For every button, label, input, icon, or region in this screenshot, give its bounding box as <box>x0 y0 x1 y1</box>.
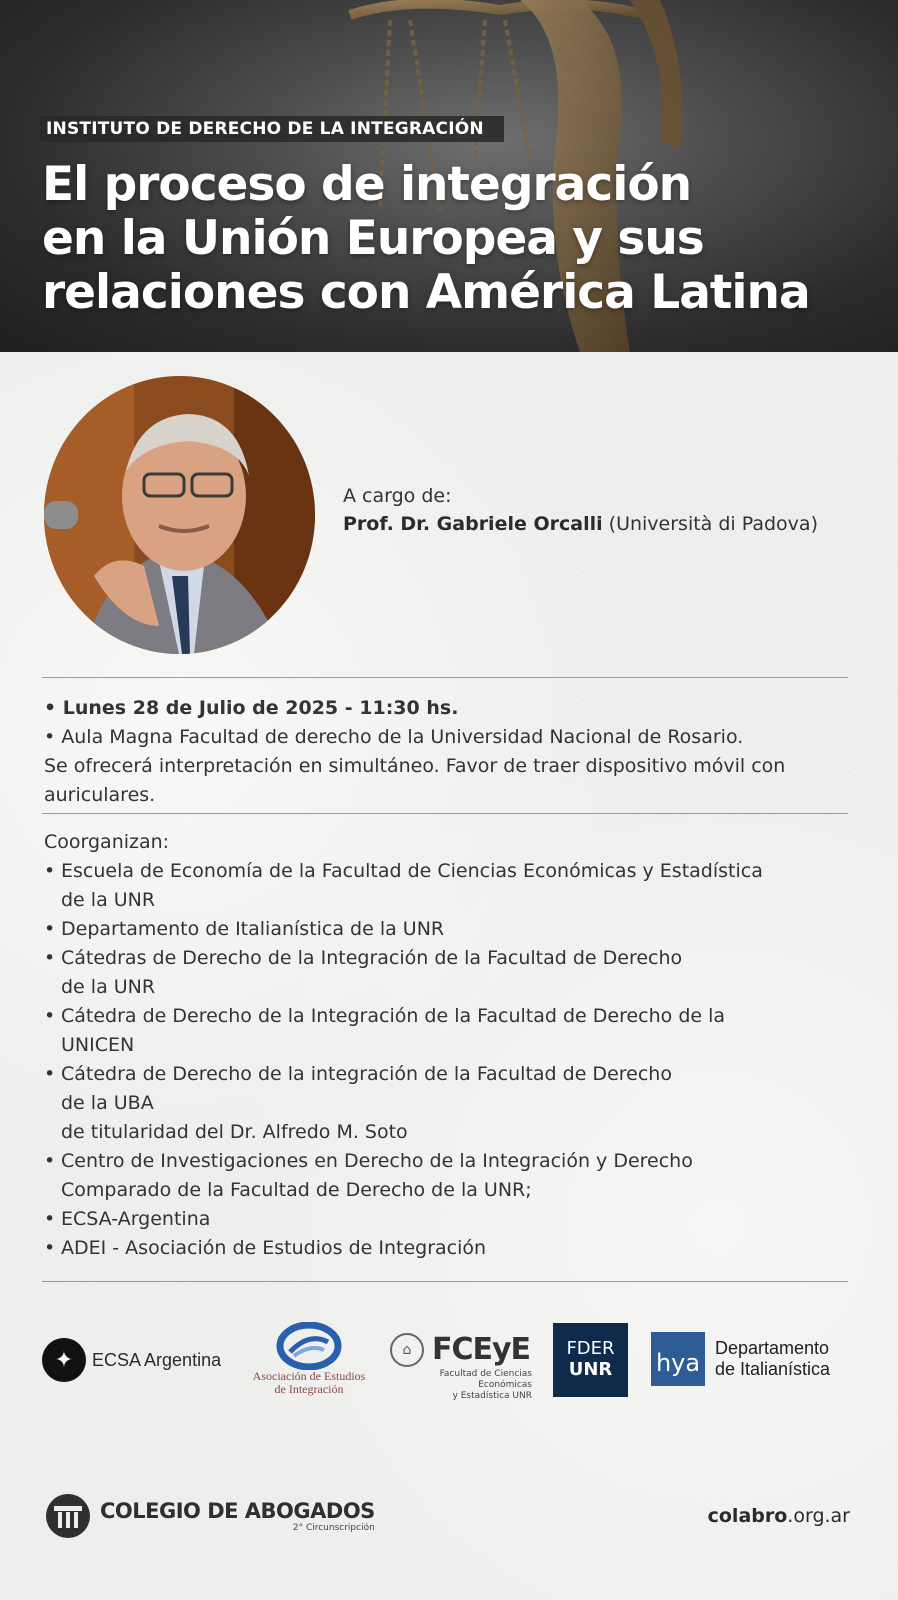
coorganizers-list <box>44 828 874 1263</box>
hya-mark: hya <box>651 1332 705 1386</box>
ecsa-label: ECSA Argentina <box>92 1349 222 1370</box>
speaker-photo <box>44 376 315 654</box>
colegio-column-icon <box>44 1492 92 1540</box>
fder-line1: FDER <box>566 1338 615 1359</box>
item-line: de la UBA <box>61 1092 154 1114</box>
speaker-name: Prof. Dr. Gabriele Orcalli <box>343 513 603 535</box>
fder-line2: UNR <box>568 1359 613 1380</box>
list-item <box>44 1060 874 1147</box>
adei-line1: Asociación de Estudios <box>252 1369 366 1383</box>
fder-logo <box>553 1323 628 1397</box>
website-link[interactable] <box>708 1505 850 1527</box>
list-item <box>44 1002 874 1060</box>
list-item <box>44 857 874 915</box>
institute-label: INSTITUTO DE DERECHO DE LA INTEGRACIÓN <box>40 116 504 142</box>
site-bold: colabro <box>707 1505 788 1527</box>
italianistica-logo <box>651 1332 830 1386</box>
colegio-name: COLEGIO DE ABOGADOS <box>100 1499 375 1523</box>
ecsa-logo <box>42 1338 221 1382</box>
item-line: de la UNR <box>61 976 156 998</box>
italianistica-line1: Departamento <box>715 1338 830 1358</box>
item-line: • Escuela de Economía de la Facultad de Ciencias Económicas y Estadística <box>61 860 763 882</box>
fceye-logo <box>390 1332 532 1402</box>
header-banner <box>0 0 898 352</box>
colegio-logo <box>44 1492 375 1540</box>
list-item <box>44 1234 874 1263</box>
coorganizers-heading: Coorganizan: <box>44 831 170 853</box>
event-note: Se ofrecerá interpretación en simultáneo. Favor de traer dispositivo móvil con auriculares. <box>44 755 786 806</box>
fceye-title: FCEyE <box>432 1332 531 1367</box>
item-line: de titularidad del Dr. Alfredo M. Soto <box>61 1121 408 1143</box>
item-line: de la UNR <box>61 889 156 911</box>
title-line: en la Unión Europea y sus <box>42 211 704 266</box>
item-line: • Cátedras de Derecho de la Integración de la Facultad de Derecho <box>61 947 683 969</box>
divider <box>42 677 848 678</box>
italianistica-line2: de Italianística <box>715 1359 831 1379</box>
list-item <box>44 1147 874 1205</box>
title-line: relaciones con América Latina <box>42 265 810 320</box>
speaker-affiliation: (Università di Padova) <box>608 513 818 535</box>
divider <box>42 1281 848 1282</box>
item-line: • ADEI - Asociación de Estudios de Integración <box>61 1237 487 1259</box>
adei-swirl-icon <box>276 1322 342 1370</box>
divider <box>42 813 848 814</box>
event-venue: • Aula Magna Facultad de derecho de la Universidad Nacional de Rosario. <box>44 726 744 748</box>
fceye-sub2: y Estadística UNR <box>452 1391 532 1401</box>
item-line: • Cátedra de Derecho de la integración de la Facultad de Derecho <box>61 1063 672 1085</box>
item-line: • Departamento de Italianística de la UNR <box>61 918 445 940</box>
item-line: • Cátedra de Derecho de la Integración de la Facultad de Derecho de la <box>61 1005 726 1027</box>
speaker-line <box>343 510 818 538</box>
list-item <box>44 1205 874 1234</box>
list-item <box>44 915 874 944</box>
partner-logos <box>0 1318 898 1401</box>
speaker-block <box>343 482 818 538</box>
adei-line2: de Integración <box>274 1382 344 1396</box>
fceye-seal-icon: ⌂ <box>390 1333 424 1367</box>
item-line: • Centro de Investigaciones en Derecho de la Integración y Derecho <box>61 1150 693 1172</box>
list-item <box>44 944 874 1002</box>
event-date: • Lunes 28 de Julio de 2025 - 11:30 hs. <box>44 697 459 719</box>
colegio-sub: 2° Circunscripción <box>292 1523 375 1533</box>
site-rest: .org.ar <box>787 1505 850 1527</box>
adei-logo <box>244 1322 374 1396</box>
item-line: • ECSA-Argentina <box>61 1208 211 1230</box>
event-title <box>42 158 882 320</box>
ecsa-star-icon: ✦ <box>42 1338 86 1382</box>
fceye-sub1: Facultad de Ciencias Económicas <box>439 1369 532 1390</box>
event-details <box>44 694 864 810</box>
item-line: Comparado de la Facultad de Derecho de la UNR; <box>61 1179 532 1201</box>
item-line: UNICEN <box>61 1034 135 1056</box>
speaker-intro: A cargo de: <box>343 485 452 507</box>
title-line: El proceso de integración <box>42 157 692 212</box>
